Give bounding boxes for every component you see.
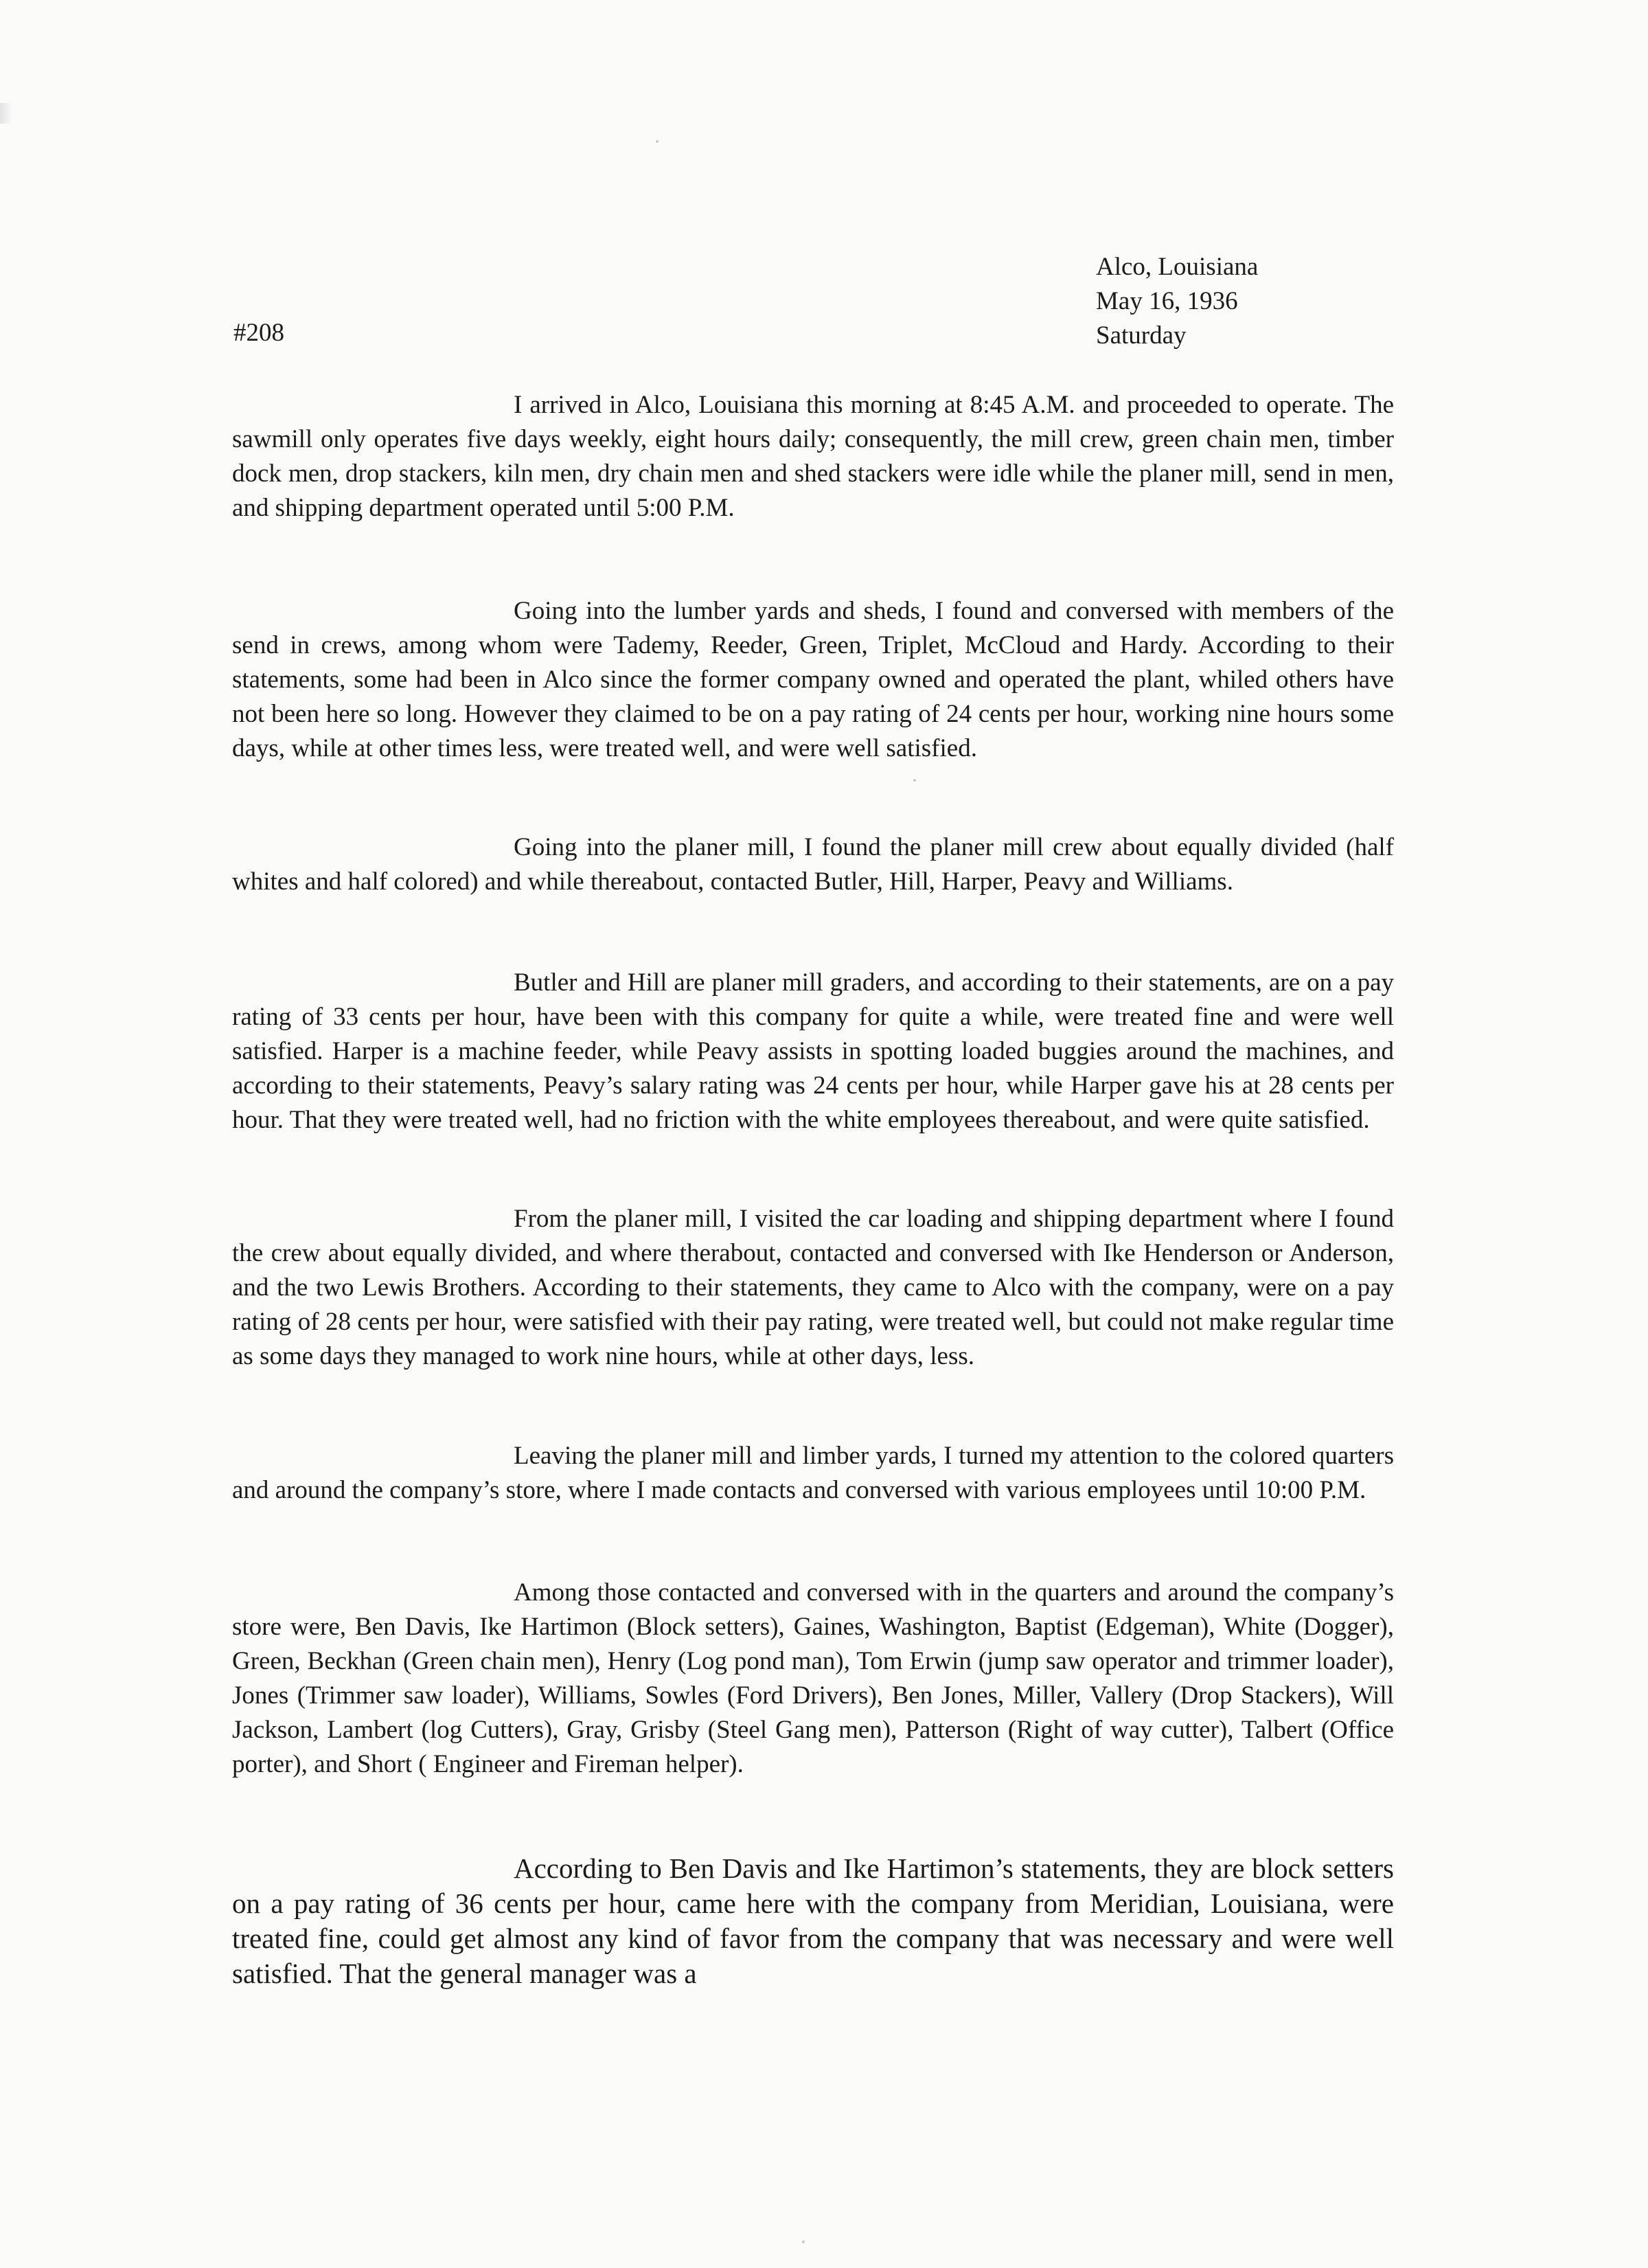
paragraph-7: Among those contacted and conversed with in the quarters and around the company’s store were, Ben Davis, Ike Hartimon (Block setters), Gaines, Washington, Baptist (Edgeman), White (Dogger), Green, Beckhan (Green chain men), Henry (Log pond man), Tom Erwin (jump saw operator and trimmer loader), Jones (Trimmer saw loader), Williams, Sowles (Ford Drivers), Ben Jones, Miller, Vallery (Drop Stackers), Will Jackson, Lambert (log Cutters), Gray, Grisby (Steel Gang men), Patterson (Right of way cutter), Talbert (Office porter), and Short ( Engineer and Fireman helper).: [232, 1578, 1394, 1778]
paragraph-2: Going into the lumber yards and sheds, I found and conversed with members of the send in crews, among whom were Tademy, Reeder, Green, Triplet, McCloud and Hardy. According to their statements, some had been in Alco since the former company owned and operated the plant, whiled others have not been here so long. However they claimed to be on a pay rating of 24 cents per hour, working nine hours some days, while at other times less, were treated well, and were well satisfied.: [232, 597, 1394, 762]
paragraph-1: I arrived in Alco, Louisiana this morning at 8:45 A.M. and proceeded to operate. The sawmill only operates five days weekly, eight hours daily; consequently, the mill crew, green chain men, timber dock men, drop stackers, kiln men, dry chain men and shed stackers were idle while the planer mill, send in men, and shipping department operated until 5:00 P.M.: [232, 391, 1394, 522]
scan-speck: [802, 2241, 805, 2243]
paragraph-8: According to Ben Davis and Ike Hartimon’s statements, they are block setters on a pay rating of 36 cents per hour, came here with the company from Meridian, Louisiana, were treated fine, could get almost any kind of favor from the company that was necessary and were well satisfied. That the general manager was a: [232, 1852, 1394, 1989]
paragraph-6: Leaving the planer mill and limber yards, I turned my attention to the colored quarters and around the company’s store, where I made contacts and conversed with various employees until 10:00 P.M.: [232, 1442, 1394, 1504]
header-place: Alco, Louisiana: [1096, 253, 1259, 281]
letter-header: [1096, 250, 1258, 353]
scan-speck: [656, 140, 659, 143]
paragraph-5: From the planer mill, I visited the car loading and shipping department where I found the crew about equally divided, and where therabout, contacted and conversed with Ike Henderson or Anderson, and the two Lewis Brothers. According to their statements, they came to Alco with the company, were on a pay rating of 28 cents per hour, were satisfied with their pay rating, were treated well, but could not make regular time as some days they managed to work nine hours, while at other days, less.: [232, 1205, 1394, 1370]
paragraph-3: Going into the planer mill, I found the planer mill crew about equally divided (half whites and half colored) and while thereabout, contacted Butler, Hill, Harper, Peavy and Williams.: [232, 833, 1394, 896]
scan-speck: [913, 779, 916, 782]
paragraph-4: Butler and Hill are planer mill graders, and according to their statements, are on a pay rating of 33 cents per hour, have been with this company for quite a while, were treated fine and were well satisfied. Harper is a machine feeder, while Peavy assists in spotting loaded buggies around the machines, and according to their statements, Peavy’s salary rating was 24 cents per hour, while Harper gave his at 28 cents per hour. That they were treated well, had no friction with the white employees thereabout, and were quite satisfied.: [232, 968, 1394, 1134]
header-date: May 16, 1936: [1096, 287, 1238, 315]
document-number: #208: [233, 319, 284, 347]
header-weekday: Saturday: [1096, 321, 1187, 350]
